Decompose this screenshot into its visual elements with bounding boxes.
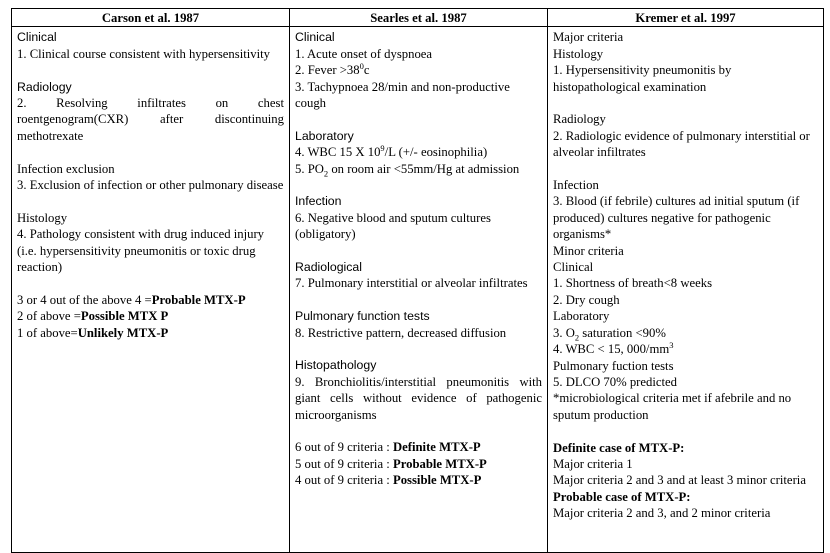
kremer-footnote: *microbiological criteria met if afebrile and no sputum production <box>553 391 792 422</box>
criterion-text: 2. Fever >38 <box>295 63 360 78</box>
rule-result: Unlikely MTX-P <box>77 325 169 340</box>
table-header-row <box>12 9 824 27</box>
carson-infection-heading: Infection exclusion <box>17 161 115 176</box>
criterion-text: 5. PO <box>295 161 324 176</box>
rule-result: Possible MTX-P <box>392 473 482 488</box>
searles-criterion-8: 8. Restrictive pattern, decreased diffusion <box>295 325 507 340</box>
kremer-definite-rule-1: Major criteria 1 <box>553 456 633 471</box>
kremer-probable-heading: Probable case of MTX-P: <box>553 489 691 504</box>
kremer-definite-heading: Definite case of MTX-P: <box>553 440 685 455</box>
kremer-clinical-heading: Clinical <box>553 260 594 275</box>
carson-criterion-1: 1. Clinical course consistent with hypersensitivity <box>17 46 271 61</box>
kremer-probable-rule-1: Major criteria 2 and 3, and 2 minor criteria <box>553 506 771 521</box>
searles-criterion-6: 6. Negative blood and sputum cultures (obligatory) <box>295 210 491 242</box>
searles-histopathology-heading: Histopathology <box>295 358 377 373</box>
searles-pft-heading: Pulmonary function tests <box>295 309 430 324</box>
kremer-major-3: 3. Blood (if febrile) cultures ad initial sputum (if produced) cultures negative for pathogenic organisms* <box>553 194 800 242</box>
rule-result: Possible MTX P <box>80 309 169 324</box>
rule-text: 5 out of 9 criteria : <box>295 456 393 471</box>
searles-criterion-1: 1. Acute onset of dyspnoea <box>295 46 433 61</box>
column-header-searles: Searles et al. 1987 <box>290 9 548 27</box>
rule-result: Probable MTX-P <box>151 292 246 307</box>
searles-criterion-2 <box>295 62 542 78</box>
kremer-major-heading: Major criteria <box>553 30 624 45</box>
searles-clinical-heading: Clinical <box>295 30 335 45</box>
criteria-comparison-table <box>11 8 824 553</box>
carson-rule-unlikely <box>17 325 284 341</box>
carson-clinical-heading: Clinical <box>17 30 57 45</box>
searles-criterion-5 <box>295 161 542 177</box>
column-header-carson: Carson et al. 1987 <box>12 9 290 27</box>
kremer-minor-2: 2. Dry cough <box>553 292 620 307</box>
subscript: 2 <box>574 332 580 343</box>
searles-lab-heading: Laboratory <box>295 128 354 143</box>
searles-criteria-cell <box>290 27 548 553</box>
searles-rule-possible <box>295 472 542 488</box>
carson-criterion-3: 3. Exclusion of infection or other pulmonary disease <box>17 178 284 193</box>
kremer-minor-1: 1. Shortness of breath<8 weeks <box>553 276 713 291</box>
criterion-text: 3. O <box>553 325 575 340</box>
criterion-text: /L (+/- eosinophilia) <box>384 145 488 160</box>
carson-histology-heading: Histology <box>17 210 68 225</box>
carson-criterion-4: 4. Pathology consistent with drug induced injury (i.e. hypersensitivity pneumonitis or toxic drug reaction) <box>17 227 265 275</box>
rule-text: 1 of above= <box>17 325 78 340</box>
kremer-pft-heading: Pulmonary fuction tests <box>553 358 674 373</box>
searles-radiological-heading: Radiological <box>295 260 362 275</box>
rule-text: 4 out of 9 criteria : <box>295 473 393 488</box>
kremer-major-2: 2. Radiologic evidence of pulmonary interstitial or alveolar infiltrates <box>553 128 810 160</box>
kremer-minor-4 <box>553 341 818 357</box>
kremer-definite-rule-2: Major criteria 2 and 3 and at least 3 minor criteria <box>553 473 806 488</box>
rule-result: Probable MTX-P <box>392 456 487 471</box>
table-body-row <box>12 27 824 553</box>
searles-rule-probable <box>295 456 542 472</box>
subscript: 2 <box>323 168 329 179</box>
criterion-text: on room air <55mm/Hg at admission <box>328 161 520 176</box>
kremer-histology-heading: Histology <box>553 46 604 61</box>
carson-criterion-2: 2. Resolving infiltrates on chest roentgenogram(CXR) after discontinuing methotrexate <box>17 96 284 143</box>
searles-criterion-9: 9. Bronchiolitis/interstitial pneumonitis with giant cells without evidence of pathogenic microorganisms <box>295 374 542 422</box>
rule-text: 6 out of 9 criteria : <box>295 440 393 455</box>
searles-criterion-4 <box>295 144 542 160</box>
kremer-criteria-cell <box>548 27 824 553</box>
kremer-radiology-heading: Radiology <box>553 112 606 127</box>
superscript: 3 <box>669 339 674 350</box>
rule-result: Definite MTX-P <box>392 440 481 455</box>
kremer-lab-heading: Laboratory <box>553 309 610 324</box>
searles-infection-heading: Infection <box>295 194 342 209</box>
superscript: 9 <box>380 143 385 153</box>
carson-criteria-cell <box>12 27 290 553</box>
searles-criterion-7: 7. Pulmonary interstitial or alveolar infiltrates <box>295 276 528 291</box>
criterion-text: 4. WBC 15 X 10 <box>295 145 381 160</box>
rule-text: 3 or 4 out of the above 4 = <box>17 292 152 307</box>
column-header-kremer: Kremer et al. 1997 <box>548 9 824 27</box>
kremer-minor-heading: Minor criteria <box>553 243 624 258</box>
criterion-text: c <box>363 63 370 78</box>
kremer-major-1: 1. Hypersensitivity pneumonitis by histopathological examination <box>553 63 732 94</box>
searles-rule-definite <box>295 439 542 455</box>
rule-text: 2 of above = <box>17 309 81 324</box>
carson-rule-possible <box>17 308 284 324</box>
carson-radiology-heading: Radiology <box>17 79 72 94</box>
kremer-minor-5: 5. DLCO 70% predicted <box>553 374 678 389</box>
superscript: 0 <box>359 60 364 71</box>
criterion-text: 4. WBC < 15, 000/mm <box>553 342 670 357</box>
kremer-infection-heading: Infection <box>553 178 599 193</box>
criterion-text: saturation <90% <box>579 325 666 340</box>
carson-rule-probable <box>17 292 284 308</box>
searles-criterion-3: 3. Tachypnoea 28/min and non-productive cough <box>295 79 510 111</box>
kremer-minor-3 <box>553 325 818 341</box>
